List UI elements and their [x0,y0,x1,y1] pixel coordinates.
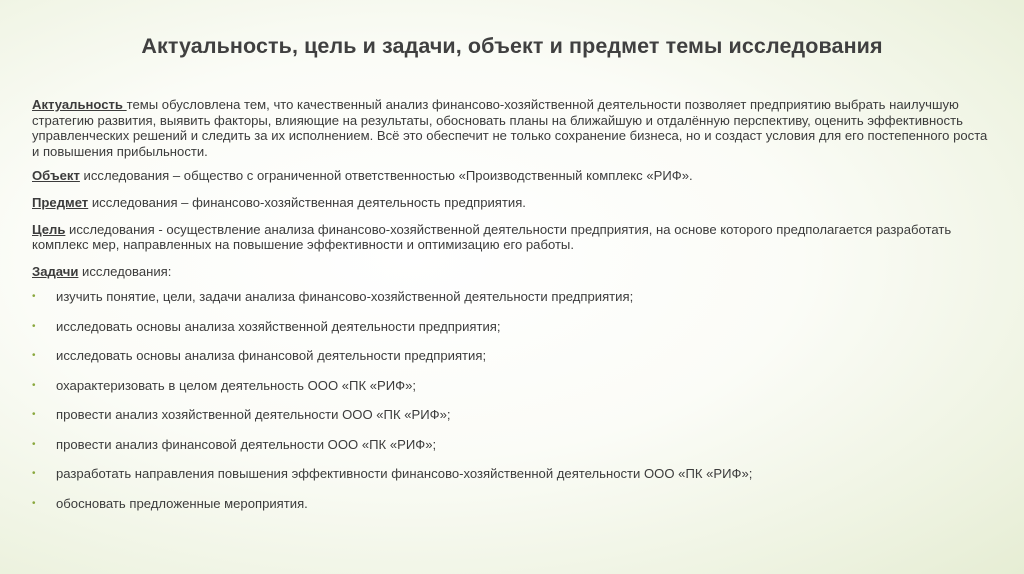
task-text: изучить понятие, цели, задачи анализа финансово-хозяйственной деятельности предприятия; [56,289,634,305]
bullet-icon: • [32,468,36,480]
list-item [32,407,997,437]
slide-title: Актуальность, цель и задачи, объект и предмет темы исследования [141,34,883,58]
object-lead: Объект [32,168,80,184]
subject-paragraph [32,195,997,211]
object-text: исследования – общество с ограниченной ответственностью «Производственный комплекс «РИФ». [79,168,693,184]
tasks-lead: Задачи [32,263,79,279]
bullet-icon: • [32,379,36,391]
goal-paragraph [32,222,997,253]
task-text: провести анализ хозяйственной деятельности ООО «ПК «РИФ»; [56,407,451,423]
list-item [32,319,997,349]
relevance-text: темы обусловлена тем, что качественный анализ финансово-хозяйственной деятельности позволяет предприятию выбрать наилучшую стратегию развития, выявить факторы, влияющие на результаты, обосновать планы на ближайшую и отдалённую перспективу, оценить эффективность управленческих решений и следить за их исполнением. Всё это обеспечит не только сохранение бизнеса, но и создаст условия для его постепенного роста и повышения прибыльности. [32,97,988,159]
tasks-text: исследования: [78,263,172,279]
relevance-paragraph [32,97,997,159]
object-paragraph [32,168,997,184]
task-text: обосновать предложенные мероприятия. [56,495,308,511]
goal-lead: Цель [32,221,66,237]
list-item [32,348,997,378]
list-item [32,496,997,526]
subject-text: исследования – финансово-хозяйственная деятельность предприятия. [88,194,526,210]
goal-text: исследования - осуществление анализа финансово-хозяйственной деятельности предприятия, на основе которого предполагается разработать комплекс мер, направленных на повышение эффективности и оптимизацию его работы. [32,221,952,253]
subject-lead: Предмет [32,194,89,210]
bullet-icon: • [32,350,36,362]
list-item [32,466,997,496]
bullet-icon: • [32,291,36,303]
list-item [32,289,997,319]
task-text: исследовать основы анализа хозяйственной деятельности предприятия; [56,318,501,334]
slide-content [32,97,997,525]
relevance-lead: Актуальность [32,97,127,112]
bullet-icon: • [32,409,36,421]
bullet-icon: • [32,438,36,450]
bullet-icon: • [32,497,36,509]
list-item [32,437,997,467]
task-text: исследовать основы анализа финансовой деятельности предприятия; [56,348,487,364]
tasks-list [32,289,997,525]
bullet-icon: • [32,320,36,332]
task-text: провести анализ финансовой деятельности ООО «ПК «РИФ»; [56,436,437,452]
task-text: разработать направления повышения эффективности финансово-хозяйственной деятельности ООО «ПК «РИФ»; [56,466,753,482]
list-item [32,378,997,408]
tasks-heading [32,264,997,280]
task-text: охарактеризовать в целом деятельность ООО «ПК «РИФ»; [56,377,417,393]
